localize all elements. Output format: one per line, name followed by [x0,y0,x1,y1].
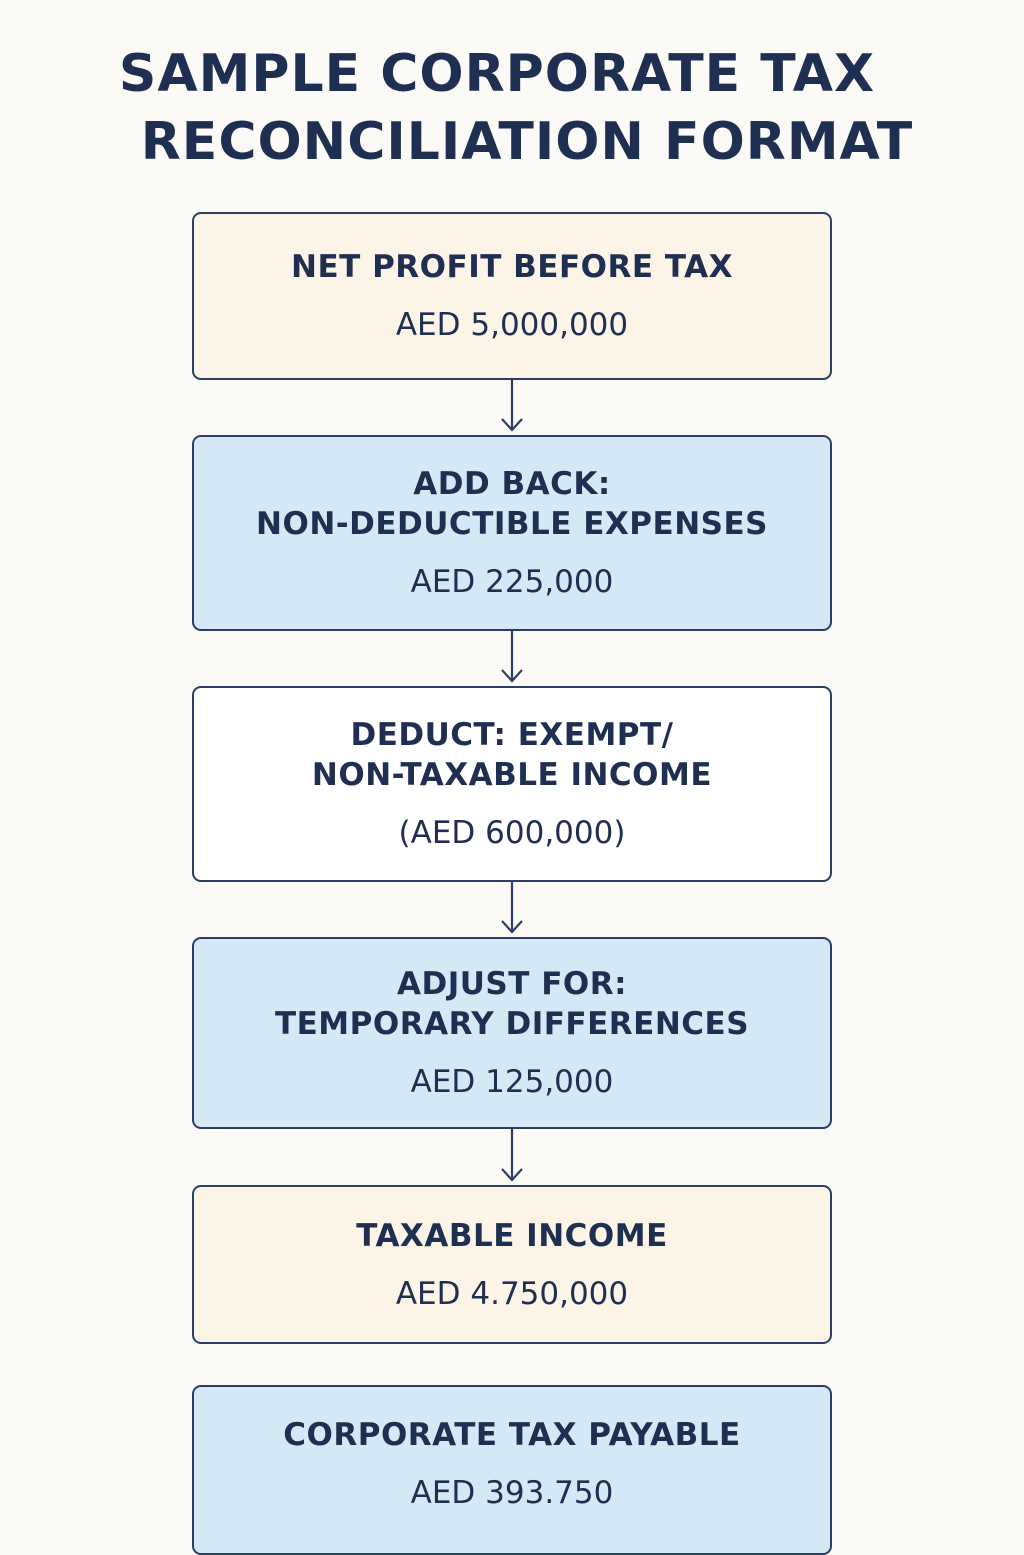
step-value: AED 125,000 [410,1064,614,1100]
title-line-1: SAMPLE CORPORATE TAX [118,44,876,104]
step-label-line: ADJUST FOR: [397,966,627,1002]
step-label-line: NET PROFIT BEFORE TAX [291,249,733,285]
step-add-back-box [192,435,832,631]
step-label-line: ADD BACK: [413,466,611,502]
down-arrow-icon [497,380,527,435]
step-net-profit-box [192,212,832,380]
step-label-line: NON-TAXABLE INCOME [311,757,713,793]
step-value: AED 4.750,000 [395,1275,629,1312]
step-label [356,1216,668,1256]
step-value: AED 225,000 [410,564,614,600]
step-label [275,964,749,1044]
step-deduct-box [192,686,832,882]
step-label-line: TEMPORARY DIFFERENCES [274,1006,750,1042]
step-label [256,464,768,544]
title-line-2: RECONCILIATION FORMAT [140,112,914,172]
step-taxable-income-box [192,1185,832,1344]
step-label-line: NON-DEDUCTIBLE EXPENSES [256,506,768,542]
step-value: AED 393.750 [410,1475,614,1511]
step-value: (AED 600,000) [398,815,626,851]
page-title [0,40,1024,176]
step-label-line: TAXABLE INCOME [356,1217,668,1254]
step-tax-payable-box [192,1385,832,1555]
down-arrow-icon [497,1129,527,1185]
step-label [312,715,712,795]
step-adjust-box [192,937,832,1129]
step-label [291,247,733,287]
down-arrow-icon [497,631,527,686]
step-label [283,1415,740,1455]
step-label-line: DEDUCT: EXEMPT/ [350,717,674,753]
down-arrow-icon [497,882,527,937]
step-value: AED 5,000,000 [395,307,629,343]
step-label-line: CORPORATE TAX PAYABLE [283,1417,741,1453]
